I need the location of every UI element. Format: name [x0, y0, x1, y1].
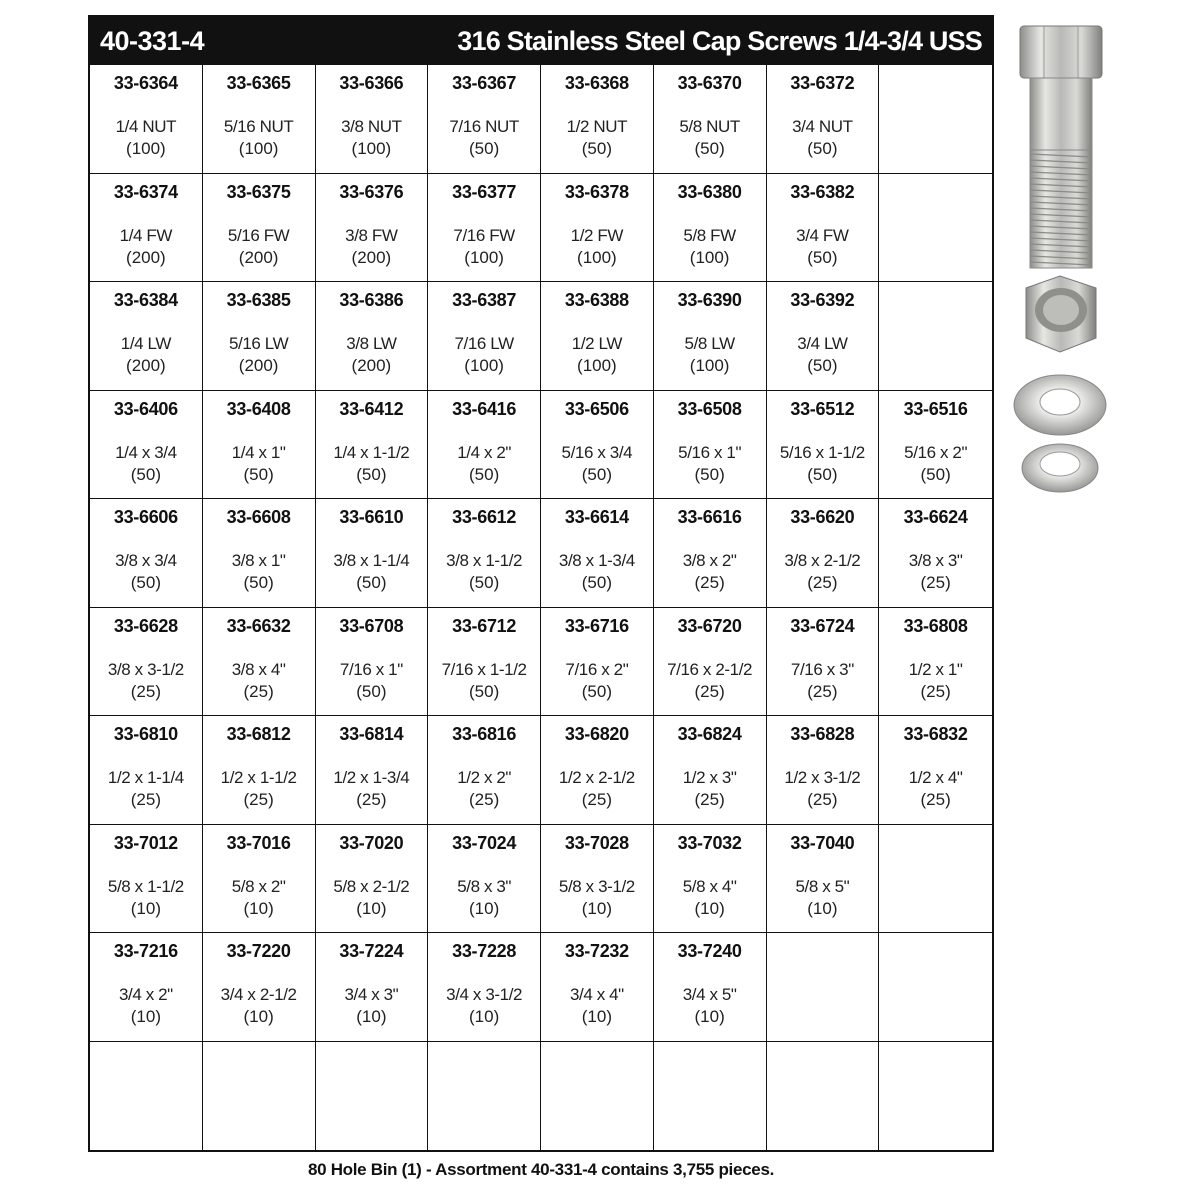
part-description: 3/4 NUT [792, 117, 853, 136]
part-quantity: (50) [130, 464, 161, 484]
part-number: 33-6392 [790, 290, 855, 310]
bin-cell [90, 499, 203, 608]
bin-cell [767, 174, 880, 283]
part-description: 3/8 x 3/4 [115, 551, 177, 570]
bin-cell [654, 65, 767, 174]
bin-cell [316, 391, 429, 500]
bin-cell [203, 282, 316, 391]
part-quantity: (10) [356, 1007, 387, 1026]
part-number: 33-7016 [226, 832, 291, 853]
bin-cell [767, 282, 880, 391]
empty-bin-cell [203, 1042, 316, 1151]
bin-grid [90, 65, 992, 1150]
part-number: 33-6612 [452, 507, 517, 527]
part-quantity: (10) [356, 898, 387, 918]
part-quantity: (50) [356, 681, 387, 701]
part-description: 3/4 x 2" [118, 985, 173, 1004]
empty-bin-cell [316, 1042, 429, 1151]
bin-cell [90, 282, 203, 391]
part-number: 33-7232 [564, 941, 629, 961]
part-quantity: (25) [243, 681, 274, 701]
hex-nut-icon [1026, 276, 1096, 352]
part-quantity: (50) [807, 247, 838, 267]
part-number: 33-6368 [564, 73, 629, 93]
part-description: 3/4 FW [796, 225, 849, 245]
part-number: 33-6620 [790, 507, 855, 527]
bin-cell [541, 933, 654, 1042]
bin-cell [428, 499, 541, 608]
part-description: 5/8 LW [684, 334, 735, 353]
part-quantity: (10) [694, 1007, 725, 1026]
assortment-chart [88, 15, 994, 1152]
part-quantity: (25) [130, 790, 161, 809]
part-quantity: (10) [469, 1007, 500, 1026]
part-number: 33-6377 [452, 181, 517, 202]
part-quantity: (25) [130, 681, 161, 701]
part-description: 1/4 NUT [115, 117, 177, 136]
part-description: 1/4 x 1" [231, 442, 286, 462]
part-description: 1/2 x 1-1/4 [107, 768, 184, 787]
part-number: 33-6808 [903, 615, 968, 636]
part-number: 33-6716 [564, 615, 629, 636]
part-quantity: (50) [807, 464, 838, 484]
part-number: 33-6375 [226, 181, 291, 202]
empty-bin-cell [654, 1042, 767, 1151]
part-quantity: (100) [689, 247, 730, 267]
part-number: 33-6374 [113, 181, 178, 202]
flat-washer-icon [1014, 375, 1106, 435]
bin-cell [428, 608, 541, 717]
part-description: 7/16 x 1" [339, 659, 403, 679]
part-description: 5/8 x 3" [457, 876, 512, 896]
part-number: 33-7224 [339, 941, 404, 961]
part-number: 33-6378 [564, 181, 629, 202]
part-quantity: (50) [469, 464, 500, 484]
bin-cell [90, 716, 203, 825]
part-quantity: (25) [694, 790, 725, 809]
part-number: 33-6380 [677, 181, 742, 202]
bin-cell [90, 933, 203, 1042]
part-number: 33-6610 [339, 507, 404, 527]
part-quantity: (50) [807, 356, 838, 375]
part-description: 7/16 x 3" [790, 659, 854, 679]
part-description: 3/8 x 1" [231, 551, 286, 570]
part-description: 5/16 LW [229, 334, 289, 353]
part-number: 33-6387 [452, 290, 517, 310]
part-description: 5/16 FW [227, 225, 290, 245]
empty-bin-cell [541, 1042, 654, 1151]
part-number: 33-6614 [564, 507, 629, 527]
part-number: 33-6367 [452, 73, 517, 93]
fastener-product-image [1004, 20, 1116, 500]
part-quantity: (50) [356, 573, 387, 592]
part-description: 3/4 x 4" [569, 985, 624, 1004]
part-number: 33-6366 [339, 73, 404, 93]
part-number: 33-6508 [677, 398, 742, 419]
part-description: 5/8 x 5" [795, 876, 850, 896]
part-description: 1/2 x 3" [682, 768, 737, 787]
part-number: 33-6720 [677, 615, 742, 636]
part-quantity: (50) [130, 573, 161, 592]
bin-cell [654, 282, 767, 391]
bin-cell [203, 499, 316, 608]
part-description: 7/16 x 2-1/2 [667, 659, 753, 679]
part-quantity: (25) [243, 790, 274, 809]
part-quantity: (50) [469, 139, 500, 158]
part-description: 1/2 x 3-1/2 [784, 768, 861, 787]
bin-cell [428, 65, 541, 174]
bin-cell [654, 716, 767, 825]
bin-cell [541, 391, 654, 500]
part-quantity: (100) [464, 247, 504, 267]
part-number: 33-6606 [113, 507, 178, 527]
empty-bin-cell [879, 825, 992, 934]
part-number: 33-6406 [113, 398, 178, 419]
part-number: 33-6824 [677, 724, 742, 744]
part-description: 7/16 x 2" [565, 659, 629, 679]
bin-cell [90, 391, 203, 500]
bin-cell [654, 391, 767, 500]
part-quantity: (200) [351, 247, 392, 267]
bin-cell [203, 391, 316, 500]
part-description: 1/4 x 1-1/2 [333, 442, 410, 462]
part-number: 33-6370 [677, 73, 742, 93]
part-number: 33-7220 [226, 941, 291, 961]
part-quantity: (200) [238, 356, 279, 375]
part-quantity: (100) [464, 356, 504, 375]
part-description: 3/8 x 2" [682, 551, 737, 570]
part-number: 33-6712 [452, 615, 517, 636]
part-number: 33-6372 [790, 73, 855, 93]
bin-cell [90, 825, 203, 934]
part-quantity: (10) [130, 898, 161, 918]
bin-cell [203, 65, 316, 174]
part-description: 1/2 x 4" [908, 768, 963, 787]
bin-cell [767, 65, 880, 174]
bin-cell [654, 608, 767, 717]
bin-cell [316, 716, 429, 825]
bin-cell [767, 608, 880, 717]
part-quantity: (50) [581, 573, 612, 592]
bin-cell [428, 933, 541, 1042]
part-description: 5/16 NUT [223, 117, 294, 136]
part-description: 5/8 x 2-1/2 [333, 876, 410, 896]
cap-screw-icon [1020, 26, 1102, 268]
part-quantity: (25) [807, 681, 838, 701]
empty-bin-cell [879, 1042, 992, 1151]
bin-cell [541, 608, 654, 717]
bin-cell [90, 608, 203, 717]
part-quantity: (100) [351, 139, 392, 158]
part-quantity: (100) [689, 356, 730, 375]
part-quantity: (25) [694, 681, 725, 701]
part-description: 5/16 x 3/4 [561, 442, 633, 462]
part-number: 33-6364 [113, 73, 178, 93]
empty-bin-cell [767, 933, 880, 1042]
part-quantity: (10) [469, 898, 500, 918]
bin-cell [767, 499, 880, 608]
part-quantity: (25) [581, 790, 612, 809]
part-description: 3/8 x 1-3/4 [558, 551, 635, 570]
bin-cell [428, 282, 541, 391]
lock-washer-icon [1022, 444, 1098, 492]
part-number: 33-6365 [226, 73, 291, 93]
empty-bin-cell [879, 282, 992, 391]
bin-cell [541, 825, 654, 934]
part-number: 33-6624 [903, 507, 968, 527]
part-description: 5/16 x 2" [904, 442, 968, 462]
part-quantity: (50) [920, 464, 951, 484]
bin-cell [90, 65, 203, 174]
part-quantity: (10) [581, 1007, 612, 1026]
part-quantity: (50) [356, 464, 387, 484]
part-quantity: (50) [469, 681, 500, 701]
part-number: 33-6816 [452, 724, 517, 744]
part-description: 5/8 x 1-1/2 [107, 876, 184, 896]
part-number: 33-6608 [226, 507, 291, 527]
part-description: 1/2 x 1-3/4 [333, 768, 410, 787]
empty-bin-cell [879, 174, 992, 283]
part-quantity: (200) [126, 356, 166, 375]
part-number: 33-6832 [903, 724, 968, 744]
part-description: 1/2 x 2-1/2 [558, 768, 635, 787]
part-number: 33-6384 [113, 290, 178, 310]
part-description: 3/8 FW [345, 225, 398, 245]
part-number: 33-6386 [339, 290, 404, 310]
part-description: 1/2 x 2" [457, 768, 512, 787]
part-number: 33-6632 [226, 615, 291, 636]
bin-cell [654, 825, 767, 934]
part-quantity: (50) [581, 139, 612, 158]
part-description: 3/4 x 5" [682, 985, 737, 1004]
part-number: 33-7040 [790, 832, 855, 853]
part-quantity: (10) [243, 898, 274, 918]
bin-cell [428, 825, 541, 934]
part-description: 1/2 FW [570, 225, 624, 245]
part-quantity: (25) [807, 790, 838, 809]
bin-cell [879, 608, 992, 717]
part-description: 7/16 x 1-1/2 [441, 659, 527, 679]
part-description: 3/8 x 2-1/2 [784, 551, 861, 570]
part-number: 33-7012 [113, 832, 178, 853]
part-number: 33-6810 [113, 724, 178, 744]
part-number: 33-6628 [113, 615, 178, 636]
part-description: 5/8 x 2" [231, 876, 286, 896]
part-description: 7/16 LW [454, 334, 514, 353]
part-number: 33-6820 [564, 724, 629, 744]
part-number: 33-6376 [339, 181, 404, 202]
part-number: 33-6812 [226, 724, 291, 744]
bin-cell [316, 933, 429, 1042]
empty-bin-cell [428, 1042, 541, 1151]
part-quantity: (25) [920, 573, 951, 592]
bin-cell [203, 825, 316, 934]
part-quantity: (100) [577, 247, 617, 267]
part-description: 5/8 x 3-1/2 [558, 876, 635, 896]
part-quantity: (25) [694, 573, 725, 592]
bin-cell [879, 499, 992, 608]
part-description: 1/4 x 3/4 [115, 442, 177, 462]
part-number: 33-6828 [790, 724, 855, 744]
part-description: 3/8 x 1-1/2 [446, 551, 523, 570]
part-description: 5/16 x 1-1/2 [779, 442, 865, 462]
part-description: 5/8 x 4" [682, 876, 737, 896]
bin-cell [428, 391, 541, 500]
bin-cell [654, 499, 767, 608]
part-description: 1/2 NUT [566, 117, 628, 136]
bin-cell [316, 282, 429, 391]
part-quantity: (25) [356, 790, 387, 809]
part-number: 33-7216 [113, 941, 178, 961]
part-quantity: (100) [238, 139, 279, 158]
part-quantity: (50) [581, 464, 612, 484]
part-description: 7/16 NUT [449, 117, 519, 136]
part-description: 5/8 NUT [679, 117, 740, 136]
bin-cell [767, 825, 880, 934]
part-number: 33-7020 [339, 832, 404, 853]
bin-cell [428, 174, 541, 283]
empty-bin-cell [767, 1042, 880, 1151]
part-quantity: (10) [694, 898, 725, 918]
bin-cell [316, 499, 429, 608]
empty-bin-cell [90, 1042, 203, 1151]
part-number: 33-6516 [903, 398, 968, 419]
part-quantity: (50) [581, 681, 612, 701]
part-quantity: (25) [920, 790, 951, 809]
bin-cell [541, 174, 654, 283]
part-quantity: (100) [126, 139, 166, 158]
part-description: 1/4 x 2" [457, 442, 512, 462]
bin-cell [90, 174, 203, 283]
part-number: 33-6616 [677, 507, 742, 527]
part-number: 33-6506 [564, 398, 629, 419]
part-description: 7/16 FW [453, 225, 515, 245]
part-quantity: (25) [920, 681, 951, 701]
part-quantity: (50) [469, 573, 500, 592]
part-description: 3/4 x 2-1/2 [220, 985, 297, 1004]
bin-cell [541, 716, 654, 825]
bin-cell [879, 716, 992, 825]
part-quantity: (50) [243, 573, 274, 592]
bin-cell [203, 933, 316, 1042]
part-description: 1/2 LW [571, 334, 622, 353]
part-quantity: (10) [130, 1007, 161, 1026]
part-quantity: (25) [469, 790, 500, 809]
assortment-footer: 80 Hole Bin (1) - Assortment 40-331-4 contains 3,755 pieces. [307, 1160, 775, 1179]
part-description: 1/2 x 1" [908, 659, 963, 679]
bin-cell [654, 174, 767, 283]
part-description: 3/8 x 4" [231, 659, 286, 679]
part-number: 33-6388 [564, 290, 629, 310]
part-description: 3/8 LW [346, 334, 397, 353]
assortment-number: 40-331-4 [100, 25, 205, 56]
part-quantity: (100) [577, 356, 617, 375]
bin-cell [316, 608, 429, 717]
chart-title: 316 Stainless Steel Cap Screws 1/4-3/4 USS [457, 25, 982, 56]
part-number: 33-7032 [677, 832, 742, 853]
part-quantity: (50) [694, 139, 725, 158]
part-description: 5/8 FW [683, 225, 736, 245]
part-number: 33-6412 [339, 398, 404, 419]
part-description: 1/2 x 1-1/2 [220, 768, 297, 787]
bin-cell [203, 608, 316, 717]
empty-bin-cell [879, 933, 992, 1042]
part-number: 33-7240 [677, 941, 742, 961]
bin-cell [428, 716, 541, 825]
bin-cell [541, 65, 654, 174]
part-number: 33-6708 [339, 615, 404, 636]
bin-cell [203, 716, 316, 825]
part-description: 3/8 x 3-1/2 [107, 659, 184, 679]
bin-cell [654, 933, 767, 1042]
part-number: 33-6724 [790, 615, 855, 636]
part-description: 3/8 NUT [341, 117, 402, 136]
part-quantity: (25) [807, 573, 838, 592]
bin-cell [203, 174, 316, 283]
part-description: 1/4 FW [119, 225, 173, 245]
part-quantity: (10) [243, 1007, 274, 1026]
part-description: 3/8 x 3" [908, 551, 963, 570]
part-quantity: (10) [807, 898, 838, 918]
part-number: 33-6814 [339, 724, 404, 744]
part-number: 33-6382 [790, 181, 855, 202]
part-description: 3/4 x 3-1/2 [446, 985, 523, 1004]
part-number: 33-7228 [452, 941, 517, 961]
part-number: 33-6416 [452, 398, 517, 419]
part-number: 33-6385 [226, 290, 291, 310]
bin-cell [541, 282, 654, 391]
part-description: 1/4 LW [120, 334, 171, 353]
part-description: 3/4 x 3" [344, 985, 399, 1004]
part-number: 33-6512 [790, 398, 855, 419]
part-number: 33-7024 [452, 832, 517, 853]
bin-cell [316, 174, 429, 283]
part-quantity: (200) [238, 247, 279, 267]
part-quantity: (50) [243, 464, 274, 484]
part-quantity: (200) [351, 356, 392, 375]
bin-cell [767, 716, 880, 825]
bin-cell [767, 391, 880, 500]
bin-cell [541, 499, 654, 608]
bin-cell [316, 825, 429, 934]
part-quantity: (50) [807, 139, 838, 158]
part-quantity: (50) [694, 464, 725, 484]
part-number: 33-6390 [677, 290, 742, 310]
bin-cell [879, 391, 992, 500]
part-quantity: (200) [126, 247, 166, 267]
part-description: 3/4 LW [797, 334, 848, 353]
part-description: 5/16 x 1" [678, 442, 742, 462]
part-quantity: (10) [581, 898, 612, 918]
chart-header [90, 17, 992, 65]
bin-cell [316, 65, 429, 174]
part-number: 33-6408 [226, 398, 291, 419]
part-number: 33-7028 [564, 832, 629, 853]
part-description: 3/8 x 1-1/4 [333, 551, 410, 570]
empty-bin-cell [879, 65, 992, 174]
